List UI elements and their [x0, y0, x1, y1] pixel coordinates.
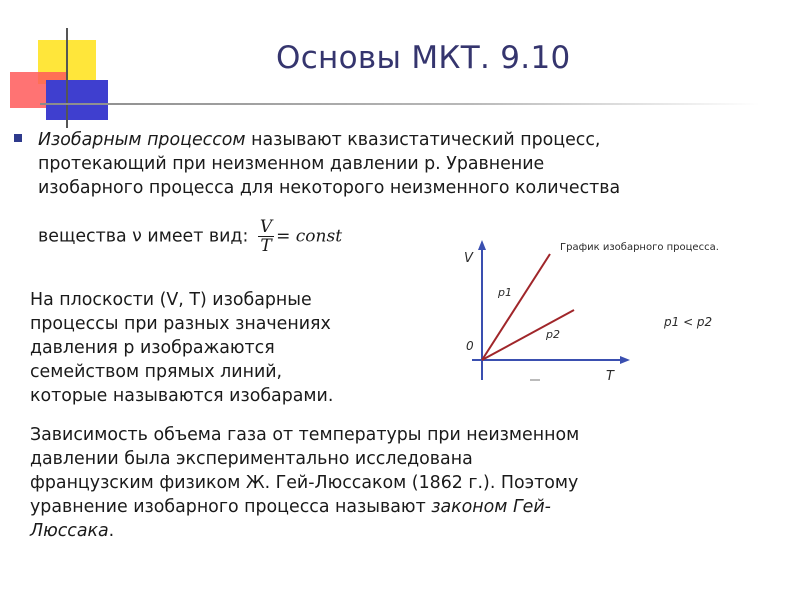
- gay-lussac-line-1: Зависимость объема газа от температуры при неизменном: [30, 425, 580, 445]
- definition-line-4: [38, 218, 342, 255]
- isobar-line-1: На плоскости (V, T) изобарные: [30, 290, 312, 310]
- isobar-line-3: давления p изображаются: [30, 338, 275, 358]
- definition-line-1-rest: называют квазистатический процесс,: [245, 130, 601, 150]
- gay-lussac-line-5: [30, 519, 579, 543]
- formula-denominator: T: [260, 236, 272, 256]
- isobar-paragraph: [30, 288, 333, 408]
- definition-line-1: [38, 128, 788, 152]
- v-axis-arrow: [478, 240, 486, 250]
- graph-caption: График изобарного процесса.: [560, 242, 719, 253]
- isobar-line-p1: [482, 254, 550, 360]
- definition-line-3: изобарного процесса для некоторого неизменного количества: [38, 178, 621, 198]
- line-label-p2: p2: [546, 328, 560, 341]
- definition-line-2: протекающий при неизменном давлении p. Уравнение: [38, 154, 545, 174]
- bullet-icon: [14, 134, 22, 142]
- isobar-graph: [446, 232, 786, 392]
- law-name-part-2: Люссака: [30, 521, 109, 541]
- gay-lussac-line-5-end: .: [108, 521, 115, 541]
- line-label-p1: p1: [498, 286, 512, 299]
- origin-label: 0: [466, 339, 474, 353]
- formula-fraction: [258, 218, 274, 255]
- isobar-line-p2: [482, 310, 574, 360]
- pressure-relation: p1 < p2: [664, 315, 713, 329]
- t-axis-label: T: [606, 369, 614, 384]
- slide-title: Основы МКТ. 9.10: [276, 40, 571, 76]
- definition-term: Изобарным процессом: [38, 130, 246, 150]
- gay-lussac-line-4: [30, 495, 579, 519]
- formula-numerator: V: [259, 217, 273, 237]
- gay-lussac-line-3: французским физиком Ж. Гей-Люссаком (1862 г.). Поэтому: [30, 473, 579, 493]
- gay-lussac-paragraph: [30, 423, 579, 543]
- formula-rhs: = const: [276, 226, 343, 247]
- definition-paragraph: [38, 128, 788, 200]
- law-name-part-1: законом Гей-: [431, 497, 551, 517]
- decor-vertical-line: [66, 28, 68, 128]
- isobar-line-2: процессы при разных значениях: [30, 314, 331, 334]
- isobar-line-5: которые называются изобарами.: [30, 386, 334, 406]
- gay-lussac-line-4-text: уравнение изобарного процесса называют: [30, 497, 432, 517]
- v-axis-label: V: [464, 251, 473, 266]
- definition-line-4-text: вещества ν имеет вид:: [38, 226, 249, 247]
- isobar-line-4: семейством прямых линий,: [30, 362, 283, 382]
- t-axis-arrow: [620, 356, 630, 364]
- decor-blue-square: [46, 80, 108, 120]
- gay-lussac-line-2: давлении была экспериментально исследована: [30, 449, 473, 469]
- title-underline: [40, 103, 760, 105]
